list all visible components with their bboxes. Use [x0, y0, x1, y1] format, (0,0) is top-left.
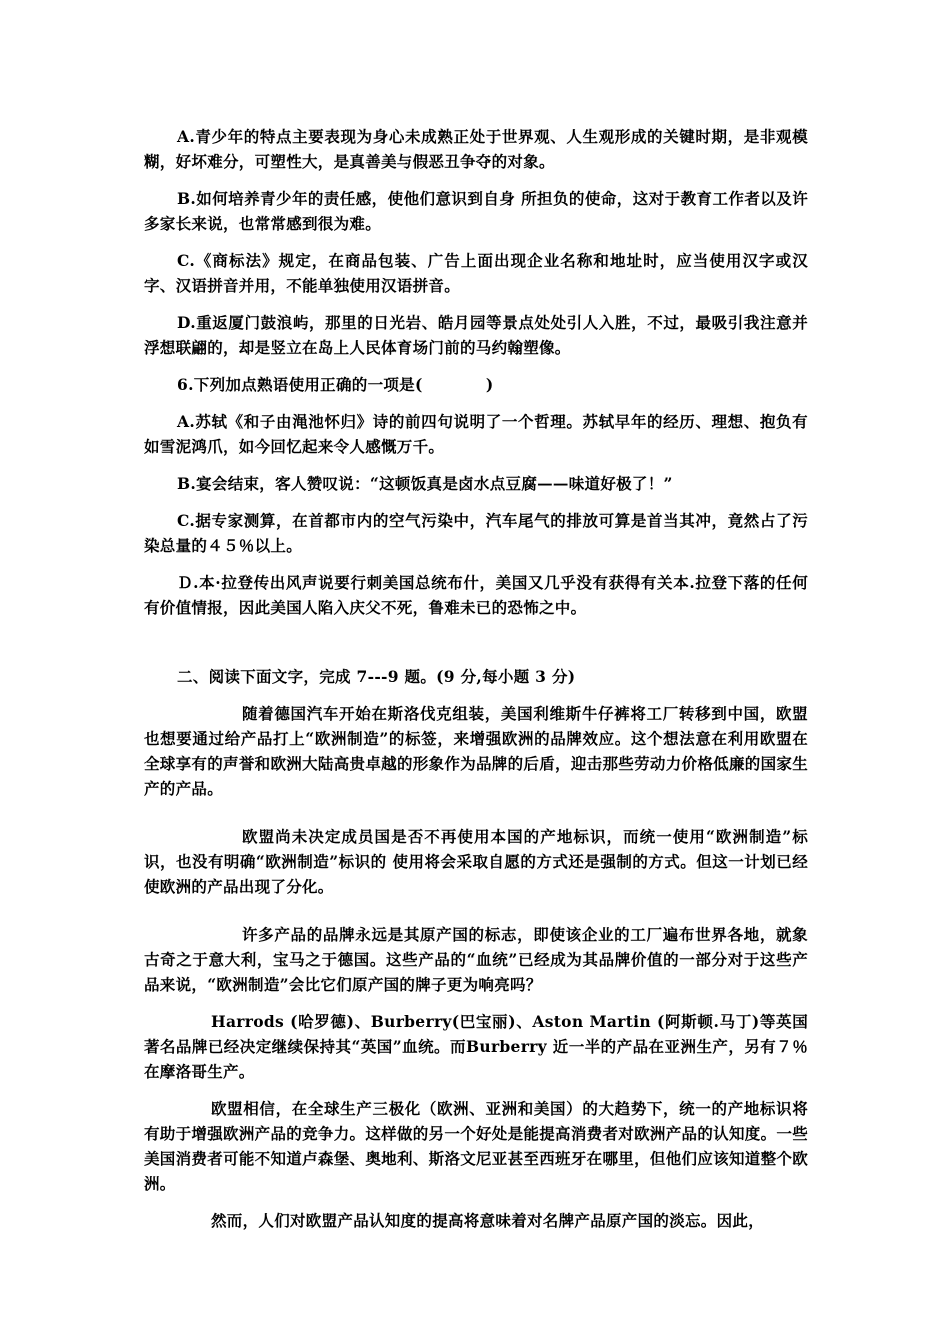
question-6: 6.下列加点熟语使用正确的一项是( )	[177, 375, 494, 394]
option-5b: B.如何培养青少年的责任感，使他们意识到自身 所担负的使命，这对于教育工作者以及许多家长来说，也常常感到很为难。	[144, 189, 808, 233]
option-6a: A.苏轼《和子由渑池怀归》诗的前四句说明了一个哲理。苏轼早年的经历、理想、抱负有如雪泥鸿爪，如今回忆起来令人感慨万千。	[144, 412, 808, 456]
option-5d: D.重返厦门鼓浪屿，那里的日光岩、皓月园等景点处处引人入胜，不过，最吸引我注意并浮想联翩的，却是竖立在岛上人民体育场门前的马约翰塑像。	[144, 313, 808, 357]
section-heading: 二、阅读下面文字，完成 7---9 题。(9 分,每小题 3 分)	[177, 667, 576, 686]
option-5a: A.青少年的特点主要表现为身心未成熟正处于世界观、人生观形成的关键时期，是非观模糊，好坏难分，可塑性大，是真善美与假恶丑争夺的对象。	[144, 127, 808, 171]
reading-paragraph-1: 随着德国汽车开始在斯洛伐克组装，美国利维斯牛仔裤将工厂转移到中国，欧盟也想要通过给产品打上“欧洲制造”的标签，来增强欧洲的品牌效应。这个想法意在利用欧盟在全球享有的声誉和欧洲大陆高贵卓越的形象作为品牌的后盾，迎击那些劳动力价格低廉的国家生产的产品。	[144, 704, 808, 798]
option-6d: Ｄ.本·拉登传出风声说要行刺美国总统布什，美国又几乎没有获得有关本.拉登下落的任何有价值情报，因此美国人陷入庆父不死，鲁难未已的恐怖之中。	[144, 573, 808, 617]
document-page	[144, 124, 808, 1245]
option-6c: C.据专家测算，在首都市内的空气污染中，汽车尾气的排放可算是首当其冲，竟然占了污染总量的４５％以上。	[144, 511, 808, 555]
reading-paragraph-4: Harrods (哈罗德)、Burberry(巴宝丽)、Aston Martin (阿斯顿.马丁)等英国著名品牌已经决定继续保持其“英国”血统。而Burberry 近一半的产品在亚洲生产，另有７％在摩洛哥生产。	[144, 1012, 808, 1081]
reading-paragraph-2: 欧盟尚未决定成员国是否不再使用本国的产地标识，而统一使用“欧洲制造”标识，也没有明确“欧洲制造”标识的 使用将会采取自愿的方式还是强制的方式。但这一计划已经使欧洲的产品出现了分化。	[144, 827, 808, 896]
option-5c: C.《商标法》规定，在商品包装、广告上面出现企业名称和地址时，应当使用汉字或汉字、汉语拼音并用，不能单独使用汉语拼音。	[144, 251, 808, 295]
reading-paragraph-3: 许多产品的品牌永远是其原产国的标志，即使该企业的工厂遍布世界各地，就象古奇之于意大利，宝马之于德国。这些产品的“血统”已经成为其品牌价值的一部分对于这些产品来说，“欧洲制造”会比它们原产国的牌子更为响亮吗？	[144, 925, 808, 994]
reading-paragraph-5: 欧盟相信，在全球生产三极化（欧洲、亚洲和美国）的大趋势下，统一的产地标识将有助于增强欧洲产品的竞争力。这样做的另一个好处是能提高消费者对欧洲产品的认知度。一些美国消费者可能不知道卢森堡、奥地利、斯洛文尼亚甚至西班牙在哪里，但他们应该知道整个欧洲。	[144, 1099, 808, 1193]
option-6b: B.宴会结束，客人赞叹说：“这顿饭真是卤水点豆腐——味道好极了！”	[177, 474, 673, 493]
reading-paragraph-6: 然而，人们对欧盟产品认知度的提高将意味着对名牌产品原产国的淡忘。因此，	[211, 1211, 765, 1230]
